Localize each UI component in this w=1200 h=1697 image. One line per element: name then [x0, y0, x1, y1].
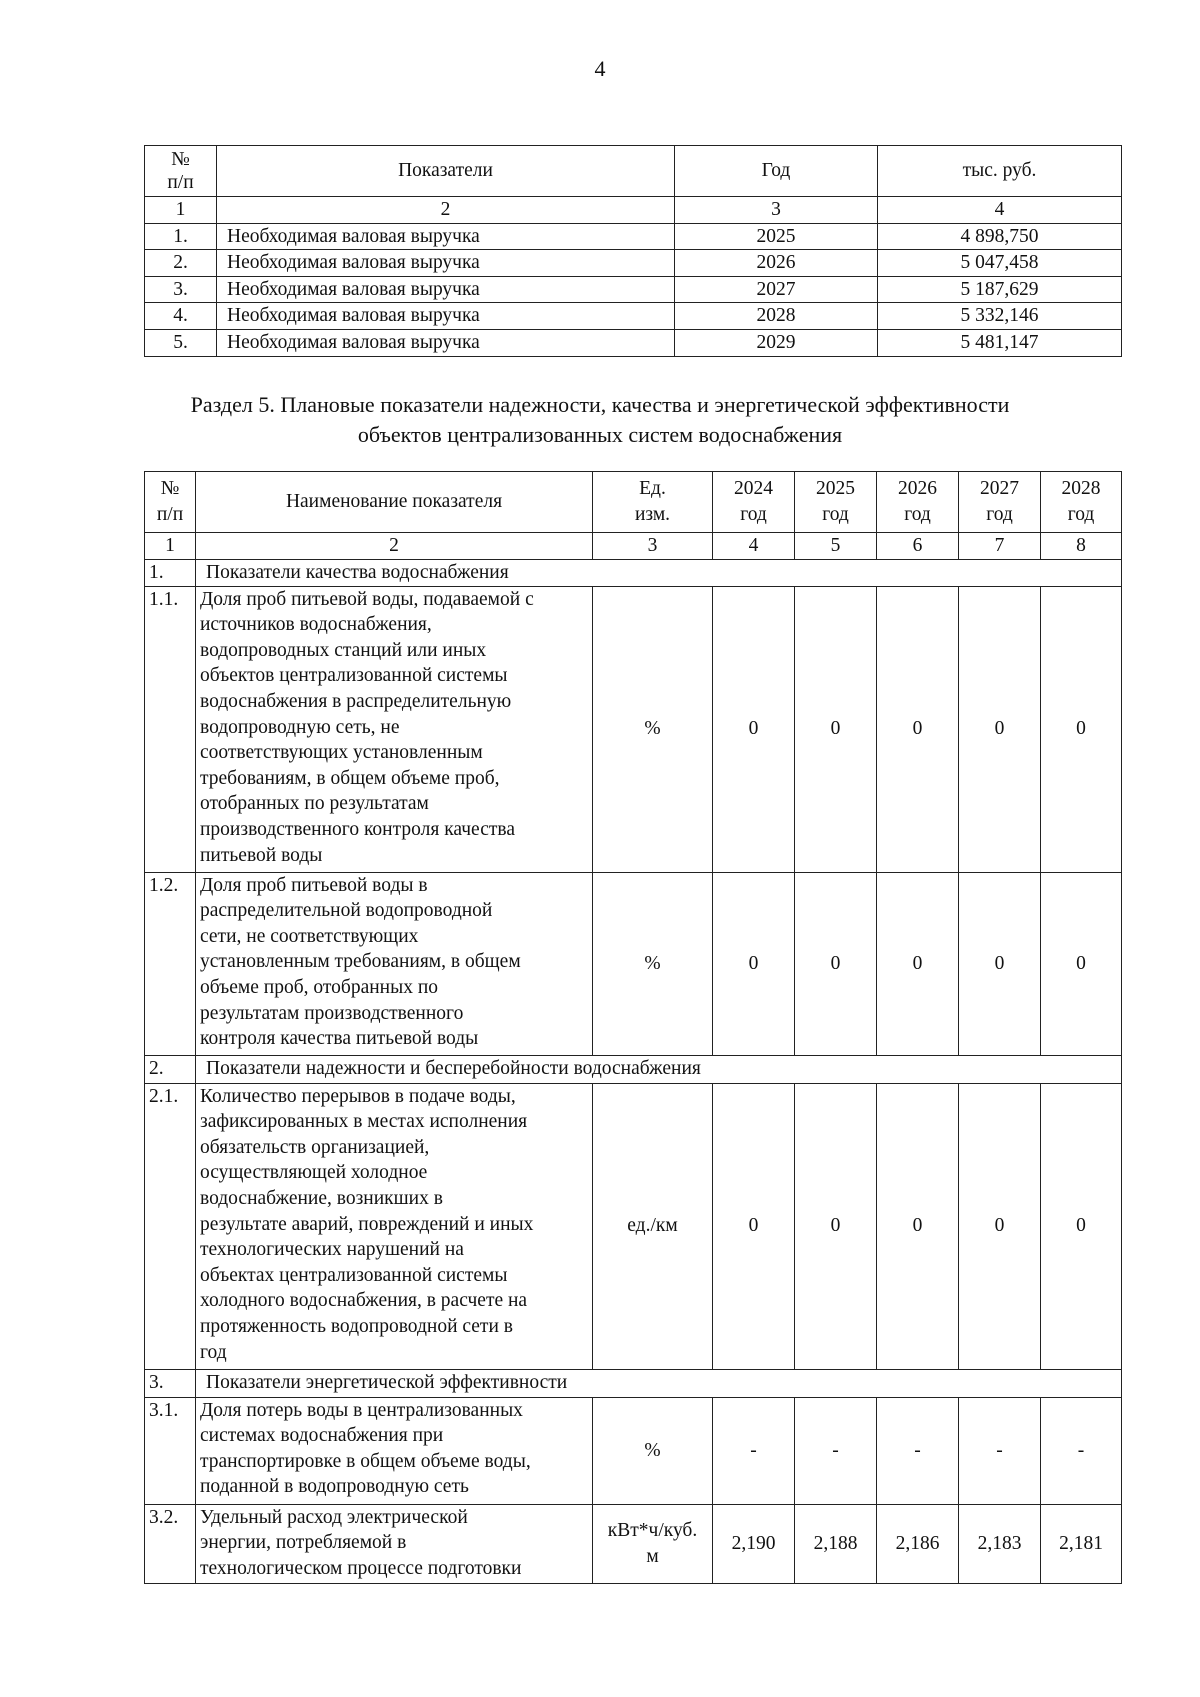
table-row [145, 872, 1122, 1055]
header-num: № п/п [145, 472, 196, 533]
table-row [145, 1504, 1122, 1583]
col-index: 1 [145, 533, 196, 560]
row-value: - [959, 1397, 1041, 1504]
row-num: 4. [145, 303, 217, 330]
row-num: 1.1. [145, 586, 196, 872]
section-num: 2. [145, 1055, 196, 1083]
row-num: 5. [145, 329, 217, 356]
col-index: 6 [877, 533, 959, 560]
row-year: 2028 [675, 303, 878, 330]
table-row [145, 303, 1122, 330]
revenue-table [144, 145, 1122, 357]
col-index: 2 [196, 533, 593, 560]
row-value: 0 [1041, 1083, 1122, 1369]
row-num: 1.2. [145, 872, 196, 1055]
row-value: 2,181 [1041, 1504, 1122, 1583]
section-name: Показатели энергетической эффективности [196, 1369, 1122, 1397]
row-unit: кВт*ч/куб. м [593, 1504, 713, 1583]
row-value: 0 [877, 1083, 959, 1369]
row-name: Удельный расход электрической энергии, потребляемой в технологическом процессе подготовки [196, 1504, 593, 1583]
header-year: 2025 год [795, 472, 877, 533]
col-index: 1 [145, 197, 217, 224]
table-row [145, 1083, 1122, 1369]
header-num: № п/п [145, 146, 217, 197]
table-row [145, 250, 1122, 277]
table-row [145, 276, 1122, 303]
row-value: 0 [959, 872, 1041, 1055]
row-value: 5 187,629 [878, 276, 1122, 303]
indicators-table [144, 471, 1122, 1584]
row-num: 2. [145, 250, 217, 277]
col-index: 2 [217, 197, 675, 224]
col-index: 5 [795, 533, 877, 560]
row-value: 0 [1041, 586, 1122, 872]
row-value: 0 [795, 1083, 877, 1369]
row-value: 5 481,147 [878, 329, 1122, 356]
row-num: 3.1. [145, 1397, 196, 1504]
row-value: 0 [795, 872, 877, 1055]
row-unit: ед./км [593, 1083, 713, 1369]
row-value: 0 [713, 1083, 795, 1369]
row-value: 2,183 [959, 1504, 1041, 1583]
row-value: - [713, 1397, 795, 1504]
row-unit: % [593, 586, 713, 872]
header-year: 2027 год [959, 472, 1041, 533]
row-name: Доля потерь воды в централизованных системах водоснабжения при транспортировке в общем объеме воды, поданной в водопроводную сеть [196, 1397, 593, 1504]
row-num: 3. [145, 276, 217, 303]
col-index: 4 [713, 533, 795, 560]
row-name: Количество перерывов в подаче воды, зафиксированных в местах исполнения обязательств организацией, осуществляющей холодное водоснабжение, возникших в результате аварий, повреждений и иных технологических нарушений на объектах централизованной системы холодного водоснабжения, в расчете на протяженность водопроводной сети в год [196, 1083, 593, 1369]
header-year: Год [675, 146, 878, 197]
row-value: 0 [877, 872, 959, 1055]
row-num: 2.1. [145, 1083, 196, 1369]
row-value: 2,186 [877, 1504, 959, 1583]
row-year: 2026 [675, 250, 878, 277]
section-title [0, 390, 1200, 450]
row-value: 5 047,458 [878, 250, 1122, 277]
row-name: Доля проб питьевой воды в распределительной водопроводной сети, не соответствующих установленным требованиям, в общем объеме проб, отобранных по результатам производственного контроля качества питьевой воды [196, 872, 593, 1055]
section-name: Показатели надежности и бесперебойности водоснабжения [196, 1055, 1122, 1083]
header-unit: Ед. изм. [593, 472, 713, 533]
table-row [145, 223, 1122, 250]
row-value: - [795, 1397, 877, 1504]
row-value: 0 [959, 586, 1041, 872]
row-value: 2,188 [795, 1504, 877, 1583]
col-index: 3 [593, 533, 713, 560]
section-row [145, 1055, 1122, 1083]
row-value: - [877, 1397, 959, 1504]
row-num: 3.2. [145, 1504, 196, 1583]
section-num: 3. [145, 1369, 196, 1397]
header-year: 2024 год [713, 472, 795, 533]
row-value: - [1041, 1397, 1122, 1504]
row-value: 2,190 [713, 1504, 795, 1583]
row-value: 0 [713, 586, 795, 872]
col-index: 7 [959, 533, 1041, 560]
row-value: 0 [795, 586, 877, 872]
header-name: Наименование показателя [196, 472, 593, 533]
header-year: 2028 год [1041, 472, 1122, 533]
table-row [145, 1397, 1122, 1504]
page-number: 4 [594, 56, 606, 81]
row-value: 0 [877, 586, 959, 872]
row-indicator: Необходимая валовая выручка [217, 303, 675, 330]
row-value: 0 [1041, 872, 1122, 1055]
row-unit: % [593, 872, 713, 1055]
header-value: тыс. руб. [878, 146, 1122, 197]
section-title-line1: Раздел 5. Плановые показатели надежности, качества и энергетической эффективности [190, 392, 1010, 417]
section-row [145, 559, 1122, 586]
row-value: 0 [713, 872, 795, 1055]
section-title-line2: объектов централизованных систем водоснабжения [357, 422, 843, 447]
section-num: 1. [145, 559, 196, 586]
row-year: 2027 [675, 276, 878, 303]
col-index: 3 [675, 197, 878, 224]
row-value: 0 [959, 1083, 1041, 1369]
row-year: 2025 [675, 223, 878, 250]
row-indicator: Необходимая валовая выручка [217, 223, 675, 250]
section-row [145, 1369, 1122, 1397]
table-row [145, 586, 1122, 872]
header-indicator: Показатели [217, 146, 675, 197]
row-name: Доля проб питьевой воды, подаваемой с источников водоснабжения, водопроводных станций или иных объектов централизованной системы водоснабжения в распределительную водопроводную сеть, не соответствующих установленным требованиям, в общем объеме проб, отобранных по результатам производственного контроля качества питьевой воды [196, 586, 593, 872]
row-num: 1. [145, 223, 217, 250]
col-index: 8 [1041, 533, 1122, 560]
row-unit: % [593, 1397, 713, 1504]
row-indicator: Необходимая валовая выручка [217, 329, 675, 356]
row-year: 2029 [675, 329, 878, 356]
header-year: 2026 год [877, 472, 959, 533]
section-name: Показатели качества водоснабжения [196, 559, 1122, 586]
col-index: 4 [878, 197, 1122, 224]
row-value: 4 898,750 [878, 223, 1122, 250]
row-indicator: Необходимая валовая выручка [217, 250, 675, 277]
table-row [145, 329, 1122, 356]
row-value: 5 332,146 [878, 303, 1122, 330]
row-indicator: Необходимая валовая выручка [217, 276, 675, 303]
